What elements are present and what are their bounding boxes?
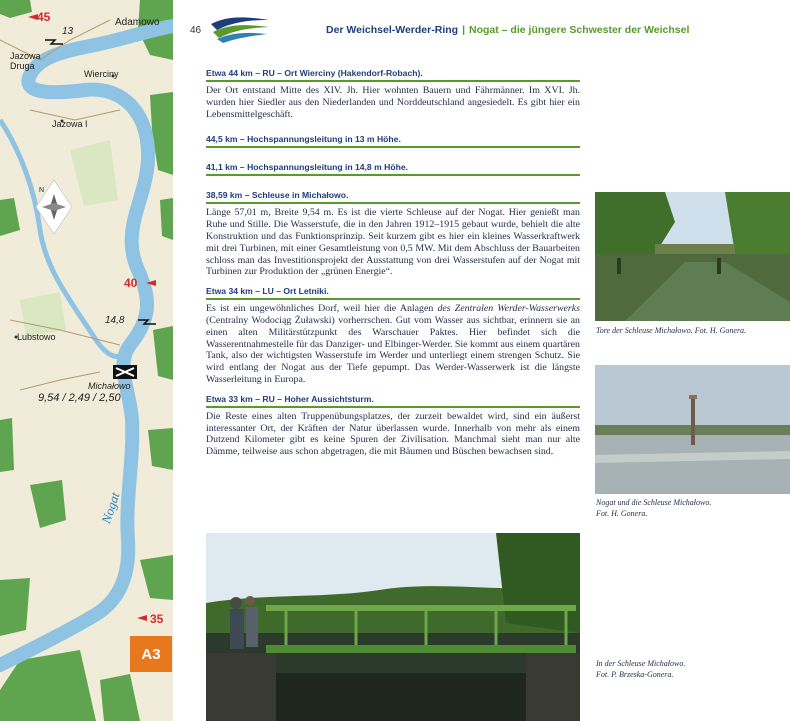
river-map xyxy=(0,0,173,721)
section-heading: Etwa 44 km – RU – Ort Wierciny (Hakendorf-Robach). xyxy=(206,68,580,82)
field-areas xyxy=(20,140,118,336)
map-section-tag: A3 xyxy=(130,636,172,672)
section-body: Länge 57,01 m, Breite 9,54 m. Es ist die vierte Schleuse auf der Nogat. Hier genießt man Ruhe und Stille. Die Wasserstufe, die in den Jahren 1912–1915 gebaut wurde, behielt die alte Konstruktion und das Funktionsprinzip. Seit kurzem gibt es hier ein kleines Wasserkraftwerk mit drei Turbinen, mit einer Gesamtleistung von 0,5 MW. Mit dem Abschluss der Bauarbeiten schloss man das Investitionsprojekt der Ausstattung von drei Wasserstufen auf der Nogat mit Turbinen zur Produktion der „grünen Energie“. xyxy=(206,207,580,278)
power-line-symbol-2 xyxy=(45,40,63,44)
place-michalowo: Michałowo xyxy=(88,381,131,391)
section-heading: Etwa 34 km – LU – Ort Letniki. xyxy=(206,286,580,300)
compass-north-label: N xyxy=(39,187,45,194)
powerline-height-13: 13 xyxy=(62,26,74,37)
section-letniki xyxy=(206,286,580,386)
section-heading: Etwa 33 km – RU – Hoher Aussichtsturm. xyxy=(206,394,580,408)
section-powerline-13 xyxy=(206,134,580,148)
river-label: Nogat xyxy=(98,490,123,526)
km-marker-40: 40 xyxy=(124,276,138,290)
header-title xyxy=(326,24,689,36)
place-adamowo: Adamowo xyxy=(115,17,160,28)
photo-lock-gates xyxy=(595,192,790,321)
section-heading: 41,1 km – Hochspannungsleitung in 14,8 m Höhe. xyxy=(206,162,580,176)
place-lubstowo: Lubstowo xyxy=(17,332,56,342)
lock-dimensions: 9,54 / 2,49 / 2,50 xyxy=(38,392,121,404)
place-jazowa-druga: Jazowa Druga xyxy=(10,51,41,71)
caption-photo-inside-lock xyxy=(596,659,685,680)
caption-line-2: Fot. H. Gonera. xyxy=(596,508,648,518)
section-body: Der Ort entstand Mitte des XIV. Jh. Hier wohnten Bauern und Fährmänner. Im XVI. Jh. wurden hier Siedler aus den Niederlanden und Norddeutschland angesiedelt. Es gibt hier ein Lebensmittelgeschäft. xyxy=(206,85,580,120)
place-jazowa-i: Jazowa I xyxy=(52,119,88,129)
page-number: 46 xyxy=(190,25,202,36)
photo-river-lock xyxy=(595,365,790,494)
header-title-main: Der Weichsel-Werder-Ring xyxy=(326,24,459,36)
photo-inside-lock xyxy=(206,533,580,721)
section-body-part-a: Es ist ein ungewöhnliches Dorf, weil hier die Anlagen xyxy=(206,303,438,315)
main-text-column xyxy=(206,68,580,466)
section-heading: 38,59 km – Schleuse in Michałowo. xyxy=(206,190,580,204)
section-body: Die Reste eines alten Truppenübungsplatzes, der zurzeit bewaldet wird, sind ein äußerst interessanter Ort, der Kräften der Natur überlassen wurde. Innerhalb von mehr als einem Dutzend Kilometer gibt es keine Spuren der Zivilisation. Manchmal sieht man nur alte Dämme, teilweise aus schon abgetragen, die mit Bäumen und Büschen bewachsen sind. xyxy=(206,410,580,458)
km-marker-35: 35 xyxy=(150,612,164,626)
caption-line-2: Fot. P. Brzeska-Gonera. xyxy=(596,669,674,679)
place-wierciny: Wierciny xyxy=(84,69,119,79)
section-body-emphasis: des Zentralen Werder-Wasserwerks xyxy=(437,303,581,315)
map-graphic xyxy=(0,0,173,721)
km-marker-45: 45 xyxy=(37,10,51,24)
wave-logo-icon xyxy=(209,14,271,44)
caption-line-1: In der Schleuse Michałowo. xyxy=(596,659,686,668)
caption-line-1: Nogat und die Schleuse Michałowo. xyxy=(596,498,712,507)
section-body xyxy=(206,303,580,386)
section-heading: 44,5 km – Hochspannungsleitung in 13 m Höhe. xyxy=(206,134,580,148)
caption-photo-river-lock xyxy=(596,498,711,519)
header-separator: | xyxy=(462,24,466,36)
header-title-sub: Nogat – die jüngere Schwester der Weichsel xyxy=(469,24,690,36)
page-header xyxy=(173,0,790,46)
caption-photo-lock-gates: Tore der Schleuse Michałowo. Fot. H. Gonera. xyxy=(596,326,747,335)
powerline-height-148: 14,8 xyxy=(105,315,125,326)
section-body-part-b: (Centralny Wodociąg Żuławski) vorherrschen. Gut vom Wasser aus sichtbar, erinnern sie an einen alten Militärstützpunkt des Warschauer Paktes. Hier befindet sich die Wasserentnahmestelle für das Danziger- und Elbinger-Werder. Sie kommt aus einem quartären Tank, also der wichtigsten Wasserstufe im Werder und unterliegt einem strengen Schutz. Sie wird entlang der Nogat aus der Tiefe gepumpt. Das Werder-Wasserwerk ist die längste Wasserleitung in Europa. xyxy=(206,314,580,385)
section-powerline-148 xyxy=(206,162,580,176)
section-lock-michalowo xyxy=(206,190,580,278)
section-tower xyxy=(206,394,580,458)
section-wierciny xyxy=(206,68,580,120)
